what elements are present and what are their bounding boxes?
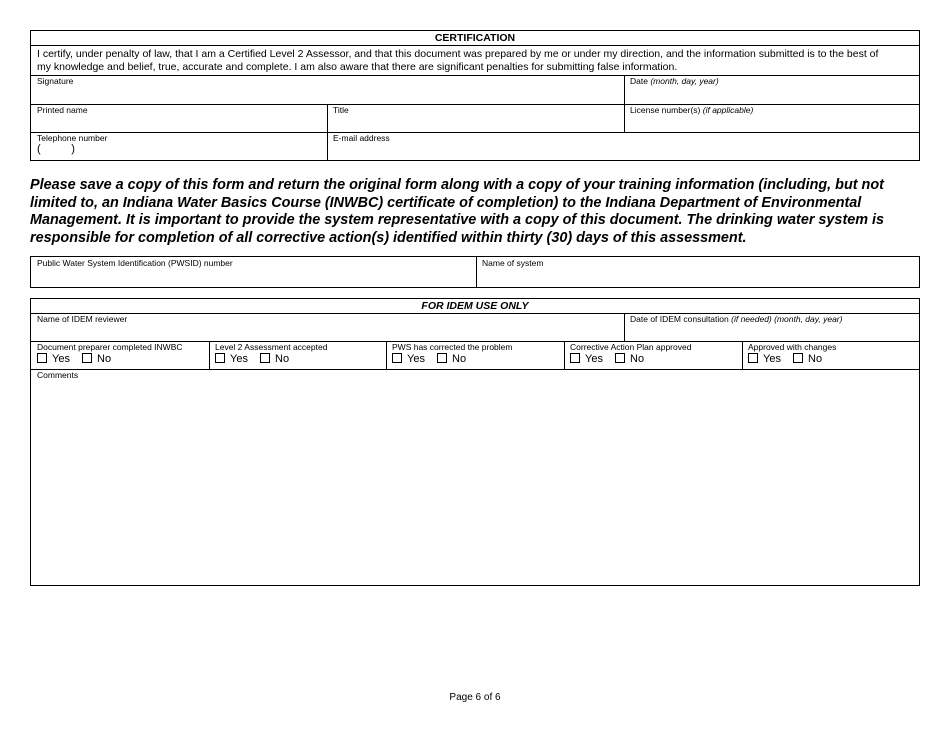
pwsid-label: Public Water System Identification (PWSID) number xyxy=(37,258,233,268)
pws-corrected-yes-checkbox[interactable] xyxy=(392,353,402,363)
date-hint: (month, day, year) xyxy=(650,76,719,86)
license-field[interactable] xyxy=(624,104,919,132)
inwbc-yes-label: Yes xyxy=(52,353,70,365)
printed-name-label: Printed name xyxy=(37,105,88,115)
certification-statement-line1: I certify, under penalty of law, that I am a Certified Level 2 Assessor, and that this document was prepared by me or under my direction, and the information submitted is to the best of xyxy=(37,48,879,60)
assessment-accepted-no-label: No xyxy=(275,353,290,365)
check-pws-corrected xyxy=(386,341,564,369)
idem-use-only-section xyxy=(30,298,920,586)
title-label: Title xyxy=(333,105,349,115)
printed-name-field[interactable] xyxy=(31,104,327,132)
page-number: Page 6 of 6 xyxy=(449,692,501,703)
assessment-accepted-yes-label: Yes xyxy=(230,353,248,365)
inwbc-yes-checkbox[interactable] xyxy=(37,353,47,363)
date-field[interactable] xyxy=(624,75,919,104)
check-approved-with-changes xyxy=(742,341,919,369)
signature-label: Signature xyxy=(37,76,74,86)
approved-changes-no-checkbox[interactable] xyxy=(793,353,803,363)
check-assessment-accepted xyxy=(209,341,386,369)
email-field[interactable] xyxy=(327,132,919,160)
comments-field[interactable] xyxy=(31,369,919,585)
assessment-accepted-no-checkbox[interactable] xyxy=(260,353,270,363)
email-label: E-mail address xyxy=(333,133,390,143)
system-name-field[interactable] xyxy=(476,257,919,287)
certification-title: CERTIFICATION xyxy=(434,32,516,44)
system-name-label: Name of system xyxy=(482,258,544,268)
telephone-value: ( ) xyxy=(37,143,75,155)
check-cap-approved-label: Corrective Action Plan approved xyxy=(570,342,692,352)
license-label: License number(s) (if applicable) xyxy=(630,105,754,115)
idem-consult-date-hint: (if needed) (month, day, year) xyxy=(731,314,843,324)
approved-changes-yes-checkbox[interactable] xyxy=(748,353,758,363)
idem-reviewer-field[interactable] xyxy=(31,313,624,341)
notice-line2: limited to, an Indiana Water Basics Course (INWBC) certificate of completion) to the Indiana Department of Environmental xyxy=(30,194,862,211)
check-approved-with-changes-label: Approved with changes xyxy=(748,342,837,352)
check-inwbc xyxy=(31,341,209,369)
signature-field[interactable] xyxy=(31,75,624,104)
check-inwbc-label: Document preparer completed INWBC xyxy=(37,342,183,352)
assessment-accepted-yes-checkbox[interactable] xyxy=(215,353,225,363)
submission-notice xyxy=(30,177,920,247)
check-assessment-accepted-label: Level 2 Assessment accepted xyxy=(215,342,328,352)
idem-consult-date-label: Date of IDEM consultation (if needed) (month, day, year) xyxy=(630,314,843,324)
telephone-field[interactable] xyxy=(31,132,327,160)
license-hint: (if applicable) xyxy=(702,105,754,115)
certification-section xyxy=(30,30,920,161)
system-section xyxy=(30,256,920,288)
notice-line4: responsible for completion of all corrective action(s) identified within thirty (30) days of this assessment. xyxy=(30,229,747,246)
comments-label: Comments xyxy=(37,370,79,380)
idem-reviewer-label: Name of IDEM reviewer xyxy=(37,314,128,324)
cap-approved-no-checkbox[interactable] xyxy=(615,353,625,363)
date-label: Date (month, day, year) xyxy=(630,76,719,86)
title-field[interactable] xyxy=(327,104,624,132)
notice-line1: Please save a copy of this form and return the original form along with a copy of your training information (including, but not xyxy=(30,177,884,193)
pws-corrected-no-checkbox[interactable] xyxy=(437,353,447,363)
pwsid-field[interactable] xyxy=(31,257,476,287)
certification-statement xyxy=(37,48,917,73)
check-cap-approved xyxy=(564,341,742,369)
approved-changes-yes-label: Yes xyxy=(763,353,781,365)
pws-corrected-no-label: No xyxy=(452,353,467,365)
cap-approved-yes-checkbox[interactable] xyxy=(570,353,580,363)
pws-corrected-yes-label: Yes xyxy=(407,353,425,365)
cap-approved-no-label: No xyxy=(630,353,645,365)
notice-line3: Management. It is important to provide the system representative with a copy of this document. The drinking water system is xyxy=(30,212,885,228)
cap-approved-yes-label: Yes xyxy=(585,353,603,365)
telephone-label: Telephone number xyxy=(37,133,108,143)
inwbc-no-label: No xyxy=(97,353,112,365)
idem-consult-date-field[interactable] xyxy=(624,313,919,341)
approved-changes-no-label: No xyxy=(808,353,823,365)
certification-statement-line2: my knowledge and belief, true, accurate and complete. I am also aware that there are significant penalties for submitting false information. xyxy=(37,60,678,73)
check-pws-corrected-label: PWS has corrected the problem xyxy=(392,342,513,352)
inwbc-no-checkbox[interactable] xyxy=(82,353,92,363)
idem-title: FOR IDEM USE ONLY xyxy=(421,300,529,312)
